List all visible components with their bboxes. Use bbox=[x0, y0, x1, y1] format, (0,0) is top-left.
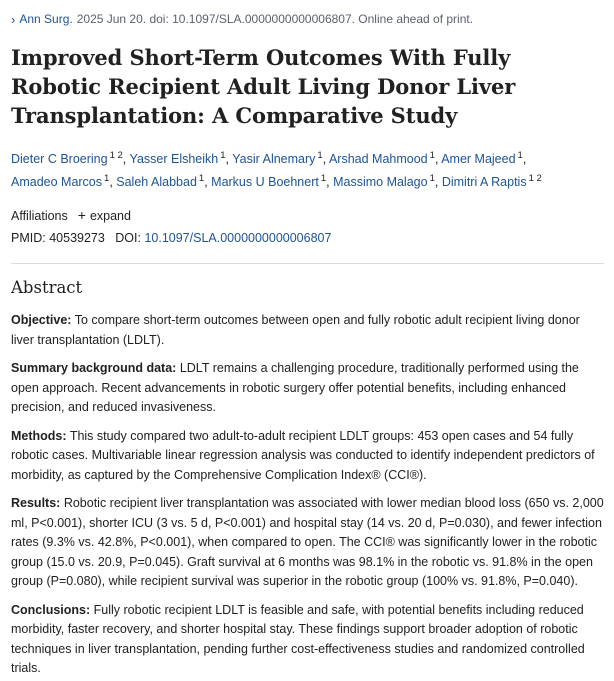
abstract-section-objective bbox=[11, 311, 604, 350]
section-text: Fully robotic recipient LDLT is feasible and safe, with potential benefits including reduced morbidity, faster recovery, and shorter hospital stay. These findings support broader adoption of robotic techniques in liver transplantation, pending further cost-effectiveness studies and randomized controlled trials. bbox=[11, 602, 585, 676]
author-affiliation-ref[interactable]: 1 bbox=[517, 150, 523, 161]
abstract-section-background bbox=[11, 359, 604, 418]
author-affiliation-ref[interactable]: 1 2 bbox=[109, 150, 123, 161]
author-link[interactable]: Saleh Alabbad bbox=[116, 175, 197, 190]
author-affiliation-ref[interactable]: 1 bbox=[198, 173, 205, 185]
pmid-value: 40539273 bbox=[49, 231, 105, 246]
journal-link[interactable]: Ann Surg. bbox=[19, 12, 73, 26]
author-link[interactable]: Markus U Boehnert bbox=[211, 175, 319, 190]
pmid-label: PMID: bbox=[11, 231, 46, 246]
author-link[interactable]: Yasser Elsheikh bbox=[129, 152, 219, 167]
author-affiliation-ref[interactable]: 1 bbox=[104, 173, 110, 185]
abstract-section-methods bbox=[11, 427, 604, 486]
doi-link[interactable]: 10.1097/SLA.0000000000006807 bbox=[144, 231, 332, 246]
section-label: Summary background data: bbox=[11, 361, 177, 376]
chevron-right-icon[interactable]: › bbox=[11, 12, 16, 27]
author-affiliation-ref[interactable]: 1 bbox=[429, 173, 435, 185]
author-list: Dieter C Broering $^{1 2}$, Yasser Elsheikh $^1$, Yasir Alnemary $^1$, Arshad Mahmood $^1$, Amer Majeed $^1$, Amadeo Marcos $^1$, Saleh Alabbad $^1$, Markus U Boehnert $^1$, Massimo Malago $^1$, Dimitri A Raptis $^{1 2}$ bbox=[11, 150, 542, 190]
author-affiliation-ref[interactable]: 1 bbox=[317, 150, 323, 161]
author-affiliation-ref[interactable]: 1 2 bbox=[528, 173, 542, 185]
abstract-body bbox=[11, 311, 604, 679]
plus-icon: + bbox=[77, 207, 86, 224]
author-affiliation-ref[interactable]: 1 bbox=[429, 150, 435, 161]
section-divider bbox=[11, 263, 604, 264]
expand-label: expand bbox=[89, 209, 131, 224]
identifiers-row bbox=[11, 229, 604, 247]
section-text: This study compared two adult-to-adult recipient LDLT groups: 453 open cases and 54 fully robotic cases. Multivariable linear regression analysis was conducted to identify independent predictors of morbidity, as captured by the Comprehensive Complication Index® (CCI®). bbox=[11, 428, 595, 482]
section-label: Objective: bbox=[11, 313, 72, 328]
author-link[interactable]: Yasir Alnemary bbox=[232, 152, 316, 167]
author-affiliation-ref[interactable]: 1 bbox=[320, 173, 327, 185]
abstract-heading: Abstract bbox=[11, 278, 83, 298]
affiliations-expand-button[interactable] bbox=[78, 206, 131, 225]
author-affiliation-ref[interactable]: 1 bbox=[220, 150, 226, 161]
section-text: To compare short-term outcomes between open and fully robotic adult recipient living donor liver transplantation (LDLT). bbox=[11, 313, 580, 347]
abstract-section-results bbox=[11, 494, 604, 592]
author-link[interactable]: Amer Majeed bbox=[441, 152, 516, 167]
affiliations-row bbox=[11, 206, 604, 225]
author-link[interactable]: Dimitri A Raptis bbox=[441, 175, 527, 190]
section-label: Methods: bbox=[11, 428, 67, 443]
section-text: Robotic recipient liver transplantation was associated with lower median blood loss (650 vs. 2,000 ml, P<0.001), shorter ICU (3 vs. 5 d, P<0.001) and hospital stay (14 vs. 20 d, P=0.030), and fewer infection rates (9.3% vs. 42.8%, P<0.001), when compared to open. The CCI® was significantly lower in the robotic group (15.0 vs. 20.9, P=0.045). Graft survival at 6 months was 98.1% in the robotic vs. 91.8% in the open group (P=0.080), while recipient survival was superior in the robotic group (100% vs. 91.8%, P=0.040). bbox=[11, 496, 604, 589]
article-title: Improved Short-Term Outcomes With Fully Robotic Recipient Adult Living Donor Liver Transplantation: A Comparative Study bbox=[11, 45, 516, 128]
author-link[interactable]: Dieter C Broering bbox=[11, 152, 108, 167]
affiliations-label: Affiliations bbox=[11, 208, 68, 223]
citation-details: 2025 Jun 20. doi: 10.1097/SLA.0000000000006807. Online ahead of print. bbox=[76, 12, 474, 26]
abstract-section-conclusions bbox=[11, 601, 604, 679]
author-link[interactable]: Massimo Malago bbox=[333, 175, 428, 190]
citation-line bbox=[11, 10, 604, 29]
doi-label: DOI: bbox=[115, 231, 141, 246]
author-link[interactable]: Amadeo Marcos bbox=[11, 175, 103, 190]
section-label: Conclusions: bbox=[11, 602, 91, 617]
section-label: Results: bbox=[11, 496, 61, 511]
section-text: LDLT remains a challenging procedure, traditionally performed using the open approach. Recent advancements in robotic surgery offer potential benefits, including enhanced precision, and reduced invasiveness. bbox=[11, 361, 579, 415]
author-link[interactable]: Arshad Mahmood bbox=[328, 152, 428, 167]
